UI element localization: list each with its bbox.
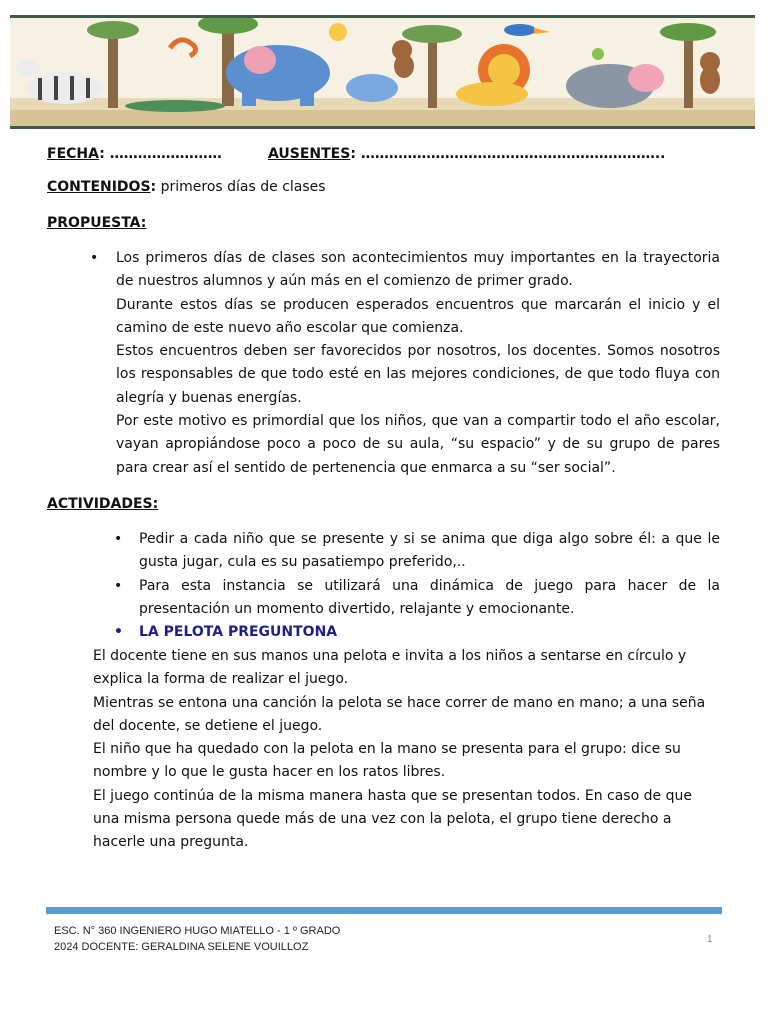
bullet-dot: • xyxy=(114,624,123,640)
juego-paragraph: El docente tiene en sus manos una pelota e invita a los niños a sentarse en círculo y explica la forma de realizar el juego. xyxy=(93,648,687,688)
propuesta-paragraph: Por este motivo es primordial que los niños, que van a compartir todo el año escolar, vayan apropiándose poco a poco de su aula, “su espacio” y de su grupo de pares para crear así el sentido de pertenencia que enmarca a su “ser social”. xyxy=(116,413,720,476)
propuesta-heading xyxy=(47,212,146,235)
propuesta-colon: : xyxy=(140,215,147,231)
propuesta-paragraph: Estos encuentros deben ser favorecidos por nosotros, los docentes. Somos nosotros los responsables de que todo esté en las mejores condiciones, de que todo fluya con alegría y buenas energías. xyxy=(116,343,720,406)
propuesta-paragraph: Durante estos días se producen esperados encuentros que marcarán el inicio y el camino de este nuevo año escolar que comienza. xyxy=(116,296,720,336)
footer-divider xyxy=(46,907,722,914)
ausentes-line xyxy=(268,143,665,166)
actividades-label: ACTIVIDADES: xyxy=(47,496,159,512)
ausentes-value: : ……………………………………………………….. xyxy=(350,146,666,162)
juego-paragraph: El niño que ha quedado con la pelota en la mano se presenta para el grupo: dice su nombre y lo que le gusta hacer en los ratos libres. xyxy=(93,741,681,781)
juego-paragraph: Mientras se entona una canción la pelota se hace correr de mano en mano; a una seña del docente, se detiene el juego. xyxy=(93,694,706,734)
fecha-label: FECHA xyxy=(47,146,100,162)
footer-text xyxy=(54,924,340,955)
bullet-dot: • xyxy=(90,250,99,266)
propuesta-paragraph: Los primeros días de clases son acontecimientos muy importantes en la trayectoria de nuestros alumnos y aún más en el comienzo de primer grado. xyxy=(116,250,720,290)
actividad-item: Pedir a cada niño que se presente y si se anima que diga algo sobre él: a que le gusta jugar, cula es su pasatiempo preferido,.. xyxy=(139,531,720,571)
jungle-animals-illustration xyxy=(10,18,755,126)
propuesta-label: PROPUESTA xyxy=(47,215,141,231)
fecha-line xyxy=(47,143,222,166)
bullet-dot: • xyxy=(114,578,123,594)
actividad-item: Para esta instancia se utilizará una dinámica de juego para hacer de la presentación un momento divertido, relajante y emocionante. xyxy=(139,578,720,618)
propuesta-block xyxy=(116,247,720,480)
juego-paragraph: El juego continúa de la misma manera hasta que se presentan todos. En caso de que una misma persona quede más de una vez con la pelota, el grupo tiene derecho a hacerle una pregunta. xyxy=(93,787,692,851)
fecha-value: : …………………… xyxy=(99,146,222,162)
bullet-dot: • xyxy=(114,531,123,547)
contenidos-value: primeros días de clases xyxy=(156,179,326,195)
contenidos-line xyxy=(47,176,326,199)
animal-banner xyxy=(10,15,755,129)
game-title: LA PELOTA PREGUNTONA xyxy=(139,624,338,640)
ausentes-label: AUSENTES xyxy=(268,146,351,162)
footer-line-teacher: 2024 DOCENTE: GERALDINA SELENE VOUILLOZ xyxy=(54,940,309,953)
contenidos-label: CONTENIDOS xyxy=(47,179,151,195)
footer-line-school: ESC. N° 360 INGENIERO HUGO MIATELLO - 1 º GRADO xyxy=(54,925,341,937)
contenidos-colon: : xyxy=(150,179,157,195)
page-number: 1 xyxy=(707,934,713,945)
actividades-heading xyxy=(47,493,158,516)
juego-block xyxy=(93,645,720,855)
